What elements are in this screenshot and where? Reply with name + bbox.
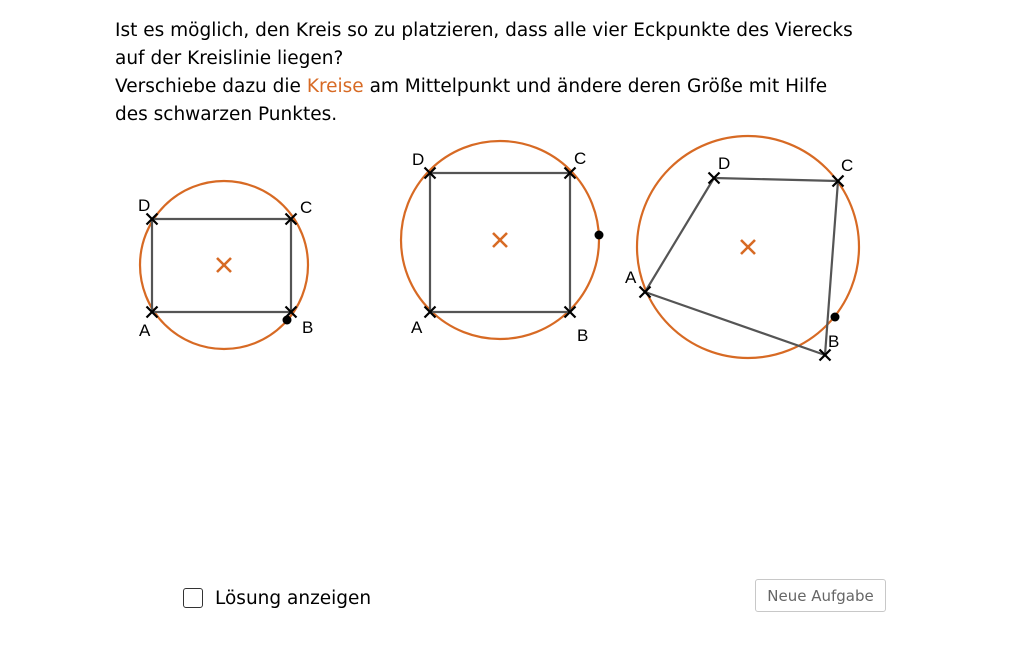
task-line-3-end: am Mittelpunkt und ändere deren Größe mit Hilfe xyxy=(363,76,828,97)
circle-3-radius-handle[interactable] xyxy=(831,313,840,322)
task-line-3-start: Verschiebe dazu die xyxy=(115,76,307,97)
label-d: D xyxy=(718,154,731,173)
figure-rectangle xyxy=(138,181,313,349)
task-line-2: auf der Kreislinie liegen? xyxy=(115,48,344,69)
label-a: A xyxy=(625,268,637,287)
new-task-button[interactable]: Neue Aufgabe xyxy=(755,579,886,612)
circle-2-radius-handle[interactable] xyxy=(595,231,604,240)
label-c: C xyxy=(574,149,587,168)
label-b: B xyxy=(577,326,589,345)
label-b: B xyxy=(828,332,840,351)
task-line-1: Ist es möglich, den Kreis so zu platzieren, dass alle vier Eckpunkte des Vierecks xyxy=(115,20,853,41)
highlight-circles-word: Kreise xyxy=(306,76,364,97)
label-c: C xyxy=(841,156,854,175)
show-solution-control[interactable] xyxy=(183,584,371,612)
label-d: D xyxy=(138,196,151,215)
circle-1-center-handle[interactable] xyxy=(217,258,231,272)
show-solution-label[interactable]: Lösung anzeigen xyxy=(215,587,372,609)
circle-2-center-handle[interactable] xyxy=(493,233,507,247)
label-a: A xyxy=(411,318,423,337)
label-d: D xyxy=(412,150,425,169)
figure-square xyxy=(401,141,604,345)
label-b: B xyxy=(302,318,314,337)
rectangle-abcd xyxy=(152,219,291,312)
label-c: C xyxy=(300,198,313,217)
circle-3-center-handle[interactable] xyxy=(741,240,755,254)
label-a: A xyxy=(139,321,151,340)
show-solution-checkbox[interactable] xyxy=(183,588,203,608)
figure-quadrilateral xyxy=(625,136,859,361)
task-line-4: des schwarzen Punktes. xyxy=(115,104,338,125)
square-abcd xyxy=(430,173,570,312)
